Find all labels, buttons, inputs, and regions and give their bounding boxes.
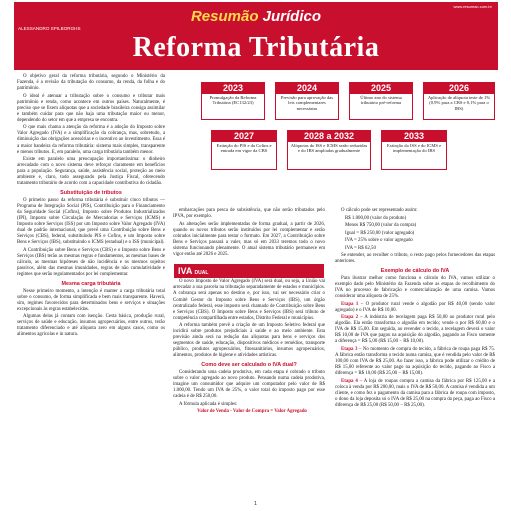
timeline-text: Extinção do PIS e da Cofins e entrada em vigor da CBS <box>211 142 277 170</box>
stage-label: Etapa 1 <box>341 301 359 307</box>
timeline-year: 2025 <box>349 82 413 94</box>
paragraph: Para ilustrar melhor como funciona o cálculo do IVA, vamos utilizar o exemplo dado pelo Ministério da Fazenda sobre as etapas do recolhimento do IVA no processo de fabricação e comercialização de uma camisa. Vamos considerar uma alíquota de 25%. <box>335 275 495 300</box>
iva-dual-banner <box>174 264 324 278</box>
paragraph: A fórmula aplicada é simples: <box>179 401 238 407</box>
formula: Valor de Venda - Valor de Compra = Valor Agregado <box>197 409 307 415</box>
paragraph: Nesse primeiro momento, a intenção é manter a carga tributária total sobre o consumo, de forma simplificada e bem mais transparente. Haverá, sim, regimes favorecidos para determinados bens e serviços e situações excepcionais às regras estabelecidas. <box>17 288 165 312</box>
section-heading: Como deve ser calculado o IVA dual? <box>201 362 297 369</box>
paragraph: Existe em paralelo uma preocupação importantíssima: o dinheiro arrecadado com o novo sistema deve reforçar claramente em benefícios para a população. Segurança, saúde, assistência social, proteção ao meio ambiente e, claro, todo assegurado pela Justiça Fiscal, oferecendo tratamento tributário de acordo com a capacidade contributiva do cidadão. <box>17 157 165 187</box>
column-middle <box>173 208 325 417</box>
timeline-year: 2024 <box>275 82 339 94</box>
timeline-text: Previsão para aprovação das leis complementares necessárias <box>275 94 339 120</box>
calc-line: Menos R$ 750,00 (valor da compra) <box>345 223 417 229</box>
paragraph: A reforma também prevê a criação de um Imposto Seletivo federal que incidirá sobre produtos prejudiciais à saúde e ao meio ambiente. Esta previsão ainda será na redução das alíquotas para bens e serviços dos segmentos de saúde, educação, dispositivos médicos e remédios, transporte público, produtos agropecuários, fitossanitários, insumos agropecuários, alimentos, produtos de higiene e atividades artísticas. <box>173 323 325 359</box>
site-url[interactable]: www.resumao.com.br <box>453 4 492 9</box>
paragraph: O objetivo geral da reforma tributária, segundo o Ministério da Fazenda, é a revisão da tributação do consumo, da renda, da folha e do patrimônio. <box>17 74 165 92</box>
author-name: ALESSANDRO SPILBORGHS <box>18 26 81 31</box>
paragraph: O que mais chama a atenção da reforma é a adoção do Imposto sobre Valor Agregado (IVA) e a simplificação da cobrança, mas, sobretudo, a diminuição das obrigações acessórias e o incentivo ao investimento. Essa é a maior bandeira da reforma tributária: sistema mais simples, transparente e menos tributos. E, em paralelo, uma carga tributária também menor. <box>17 125 165 155</box>
section-heading: Exemplo de cálculo do IVA <box>380 268 450 275</box>
stage-text: A loja de roupas compra a camisa da fábrica por R$ 125,00 e a coloca à venda por R$ 200,00, mais o IVA de R$ 50,00. A camisa é vendida a um cliente, e como fez o pagamento da camisa para a fábrica de roupa com imposto, o dono da loja deposita só o IVA de R$ 25,00 na compra da peça, paga ao Fisco a diferença de R$ 25,00 (R$ 50,00 − R$ 25,00). <box>335 378 496 408</box>
paragraph: O novo Imposto de Valor Agregado (IVA) será dual, ou seja, a União vai arrecadar a sua parcela na tributação separadamente de estados e municípios. A cobrança será apenas no destino e, por isso, vai ser necessário criar o Comitê Gestor do Imposto sobre Bens e Serviços (IBS), um órgão centralizado federal, esse imposto será chamado de Contribuição sobre Bens e Serviços (CBS). O Imposto sobre Bens e Serviços (IBS) será tributo de competência compartilhada entre estados, Distrito Federal e municípios. <box>173 279 325 321</box>
stage-label: Etapa 4 <box>341 378 358 384</box>
paragraph: O cálculo pode ser representado assim: <box>341 208 418 213</box>
calc-line: R$ 1.000,00 (valor do produto) <box>345 215 407 221</box>
column-right <box>335 208 495 410</box>
paragraph: embarcações para pesca de subsistência, que não serão tributados pelo IPVA, por exemplo. <box>173 208 325 220</box>
iva-subtitle: DUAL <box>194 270 209 276</box>
timeline-year: 2023 <box>201 82 265 94</box>
timeline-text: Extinção do ISS e do ICMS e implementação do IBS <box>381 142 447 170</box>
stage-label: Etapa 2 <box>341 315 359 321</box>
paragraph: A Contribuição sobre Bens e Serviços (CBS) e o Imposto sobre Bens e Serviços (IBS) terão as mesmas regras e fundamentos, as mesmas bases de cálculo, as mesmas hipóteses de não incidência e os mesmos sujeitos passivos, além das mesmas imunidades, regras de não cumulatividade e regimes que serão regulamentados por lei complementar. <box>17 247 165 277</box>
header-banner <box>14 2 498 70</box>
paragraph: Se entender, ao recolher o tributo, o resto pago pelos fornecedores das etapas anteriores. <box>335 253 495 265</box>
stage-label: Etapa 3 <box>341 346 358 352</box>
stage-text: A indústria de tecelagem paga R$ 50,00 ao produtor rural pelo algodão. Ela então transforma o algodão em tecido; vende o por R$ 60,00 e o IVA de R$ 15,00. Em seguida, ao revender o tecido, a tecelagem deverá o valor R$ 10,00 de IVA que pagou na aquisição do algodão, pagando ao Fisco somente a diferença = R$ 5,00 (R$ 15,00 − R$ 10,00). <box>335 315 496 345</box>
timeline-year: 2028 a 2032 <box>287 130 371 142</box>
stage-paragraph: Etapa 1 – O produtor rural vende o algodão por R$ 40,00 (sendo valor agregado) e o IVA de R$ 10,00. <box>335 301 496 313</box>
timeline-text: Aplicação de alíquota teste de 1% (0,9% para a CBS e 0,1% para o IBS) <box>423 94 495 120</box>
calc-line: Igual = R$ 250,00 (valor agregado) <box>345 230 415 236</box>
series-title <box>14 8 498 25</box>
calc-line: IVA = R$ 62,50 <box>345 245 376 251</box>
page-title: Reforma Tributária <box>132 32 380 63</box>
column-left <box>17 74 165 340</box>
stage-paragraph: Etapa 4 – A loja de roupas compra a camisa da fábrica por R$ 125,00 e a coloca à venda por R$ 200,00, mais o IVA de R$ 50,00. A camisa é vendida a um cliente, e como fez o pagamento da camisa para a fábrica de roupa com imposto, o dono da loja deposita só o IVA de R$ 25,00 na compra da peça, paga ao Fisco a diferença de R$ 25,00 (R$ 50,00 − R$ 25,00). <box>335 378 496 408</box>
timeline-text: Promulgação da Reforma Tributária (EC132/23) <box>201 94 265 120</box>
timeline-year: 2026 <box>423 82 495 94</box>
section-heading: Substituição de tributos <box>60 190 122 197</box>
timeline-text: Alíquotas do ISS e ICMS serão reduzidas e do IBS ampliadas gradualmente <box>287 142 371 170</box>
paragraph: As alterações serão implementadas de forma gradual, a partir de 2026, quando os novos tributos serão instituídos por lei complementar e serão cobrados inicialmente para testar o formato. Em 2027, a Contribuição sobre Bens e Serviços passará a valer, mas só em 2033 teremos todo o novo sistema funcionando plenamente. O atual sistema tributário permanece em vigor então até 2026 e 2025. <box>173 221 325 257</box>
timeline-text: Último ano do sistema tributário pré-reforma <box>349 94 413 120</box>
paragraph: O primeiro passo da reforma tributária é substituir cinco tributos — Programa de Integração Social (PIS), Contribuição para o Financiamento da Seguridade Social (Cofins), Imposto sobre Produtos Industrializados (IPI), Imposto sobre Circulação de Mercadorias e Serviços (ICMS) e Imposto sobre Serviços (ISS) por um Imposto sobre Valor Agregado (IVA) dual de padrão internacional, que prevê uma Contribuição sobre Bens e Serviços (CBS), federal, substituindo PIS e Cofins, e um Imposto sobre Bens e Serviços (IBS), substituindo o ICMS (estadual) e o ISS (municipal). <box>17 197 165 246</box>
paragraph: Considerando uma cadeia produtiva, em cada etapa é cobrado o tributo sobre o valor agregado ao novo produto. Pensando numa cadeia produtiva, imagine um consumidor que adquire um computador pelo valor de R$ 1.000,00. Tendo um IVA de 25%, o valor total do imposto pago por esse cadeia é de R$ 250,00. <box>173 370 325 400</box>
timeline-year: 2033 <box>381 130 447 142</box>
stage-text: O produtor rural vende o algodão por R$ 40,00 (sendo valor agregado) e o IVA de R$ 10,00. <box>335 301 496 313</box>
page-number: 1 <box>254 501 257 507</box>
section-heading: Mesma carga tributária <box>61 281 121 287</box>
stage-paragraph: Etapa 3 – No momento de compra do tecido, a fábrica de roupa paga R$ 75. A fábrica então transforma o tecido numa camisa, que é vendida pelo valor de R$ 100,00 com IVA de R$ 25,00. Ao fazer isso, a fábrica pode utilizar o crédito de R$ 15,00 referente ao valor pago na aquisição do tecido, pagando ao Fisco a diferença = R$ 10,00 (R$ 25,00 − R$ 15,00). <box>335 346 496 377</box>
iva-title: IVA <box>178 266 193 276</box>
series-title-part1: Resumão <box>190 8 259 25</box>
timeline-year: 2027 <box>211 130 277 142</box>
paragraph: Algumas delas já contam com isenção. Cesta básica, produção rural, serviços de saúde e educação, insumos agropecuários, entre outros, terão tratamento diferenciado e até alíquota zero em alguns casos, como os alimentos agrícolas e in natura. <box>17 314 165 338</box>
paragraph: O ideal é atenuar a tributação sobre o consumo e tributar mais patrimônio e renda, como acontece em outros países. Naturalmente, é preciso que se fixem alíquotas que a sociedade brasileira consiga assimilar e também cuidar para que não haja uma tributação maior ou menor, dependendo do setor em que a empresa se encontra. <box>17 93 165 123</box>
stage-text: No momento de compra do tecido, a fábrica de roupa paga R$ 75. A fábrica então transforma o tecido numa camisa, que é vendida pelo valor de R$ 100,00 com IVA de R$ 25,00. Ao fazer isso, a fábrica pode utilizar o crédito de R$ 15,00 referente ao valor pago na aquisição do tecido, pagando ao Fisco a diferença = R$ 10,00 (R$ 25,00 − R$ 15,00). <box>335 346 496 377</box>
stage-paragraph: Etapa 2 – A indústria de tecelagem paga R$ 50,00 ao produtor rural pelo algodão. Ela então transforma o algodão em tecido; vende o por R$ 60,00 e o IVA de R$ 15,00. Em seguida, ao revender o tecido, a tecelagem deverá o valor R$ 10,00 de IVA que pagou na aquisição do algodão, pagando ao Fisco somente a diferença = R$ 5,00 (R$ 15,00 − R$ 10,00). <box>335 315 496 345</box>
calc-line: IVA = 25% sobre o valor agregado <box>345 238 413 244</box>
series-title-part2: Jurídico <box>262 8 322 25</box>
